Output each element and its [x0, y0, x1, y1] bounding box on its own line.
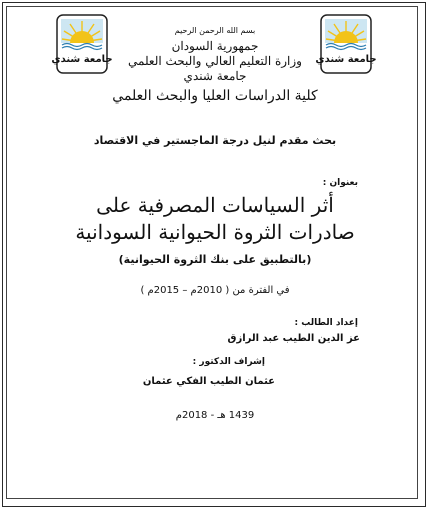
degree-purpose: بحث مقدم لنيل درجة الماجستير في الاقتصاد: [93, 134, 337, 147]
republic-name: جمهورية السودان: [171, 39, 259, 53]
logo-text-left: جامعة شندي: [51, 54, 113, 65]
supervisor-name: عثمان الطيب الفكي عثمان: [142, 376, 275, 387]
ministry-name: وزارة التعليم العالي والبحث العلمي: [128, 54, 302, 68]
thesis-title-line-2: صادرات الثروة الحيوانية السودانية: [75, 220, 355, 244]
supervisor-label: إشراف الدكتور :: [192, 357, 265, 367]
logo-text-right: جامعة شندي: [315, 54, 377, 65]
university-name: جامعة شندي: [183, 69, 247, 83]
title-label: بعنوان :: [322, 178, 358, 188]
thesis-applied-case: (بالتطبيق على بنك الثروة الحيوانية): [118, 253, 312, 266]
document-date: 1439 هـ - 2018م: [175, 410, 255, 421]
student-label: إعداد الطالب :: [294, 318, 358, 328]
thesis-title-line-1: أثر السياسات المصرفية على: [96, 193, 334, 217]
college-name: كلية الدراسات العليا والبحث العلمي: [112, 88, 318, 104]
basmala: بسم الله الرحمن الرحيم: [174, 26, 256, 35]
study-period: في الفترة من ( 2010م – 2015م ): [140, 285, 290, 296]
student-name: عز الدين الطيب عبد الرازق: [227, 333, 360, 344]
